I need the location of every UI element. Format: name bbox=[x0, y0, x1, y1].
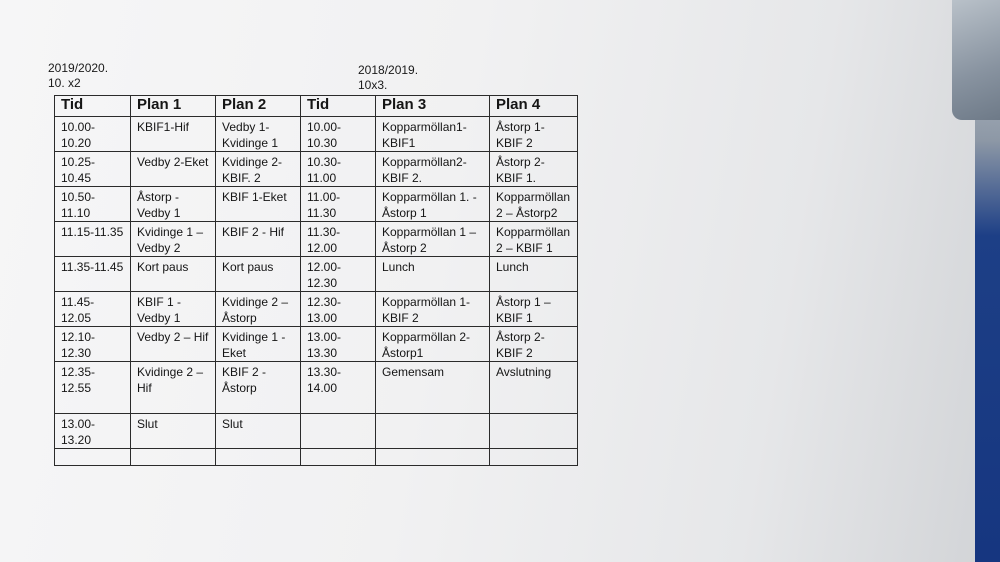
schedule-table bbox=[54, 95, 578, 466]
table-cell: Gemensam bbox=[376, 362, 490, 414]
table-cell: Vedby 1- Kvidinge 1 bbox=[216, 117, 301, 152]
header-left-season: 2019/2020. bbox=[48, 61, 109, 75]
header-right bbox=[358, 63, 418, 93]
corner-object bbox=[952, 0, 1000, 120]
table-row bbox=[55, 449, 578, 466]
table-cell: KBIF 2 - Åstorp bbox=[216, 362, 301, 414]
column-header: Tid bbox=[301, 96, 376, 117]
table-cell bbox=[301, 449, 376, 466]
table-cell: 12.35-12.55 bbox=[55, 362, 131, 414]
column-header: Tid bbox=[55, 96, 131, 117]
table-cell: 11.45-12.05 bbox=[55, 292, 131, 327]
table-cell: KBIF 2 - Hif bbox=[216, 222, 301, 257]
table-cell: Kvidinge 1 – Vedby 2 bbox=[131, 222, 216, 257]
table-cell: Kopparmöllan 1- KBIF 2 bbox=[376, 292, 490, 327]
table-cell: Kvidinge 2 – Hif bbox=[131, 362, 216, 414]
header-left-format: 10. x2 bbox=[48, 76, 81, 90]
table-cell: Vedby 2-Eket bbox=[131, 152, 216, 187]
table-row bbox=[55, 152, 578, 187]
table-cell: Kopparmöllan 1 – Åstorp 2 bbox=[376, 222, 490, 257]
table-cell: Åstorp 1 – KBIF 1 bbox=[490, 292, 578, 327]
column-header: Plan 1 bbox=[131, 96, 216, 117]
table-row bbox=[55, 222, 578, 257]
table-cell: 10.25-10.45 bbox=[55, 152, 131, 187]
table-cell: Kvidinge 2- KBIF. 2 bbox=[216, 152, 301, 187]
table-cell: KBIF1-Hif bbox=[131, 117, 216, 152]
table-cell: 12.10-12.30 bbox=[55, 327, 131, 362]
column-header: Plan 3 bbox=[376, 96, 490, 117]
table-header-row bbox=[55, 96, 578, 117]
table-row bbox=[55, 362, 578, 414]
table-cell: 13.00-13.20 bbox=[55, 414, 131, 449]
table-cell: 12.30-13.00 bbox=[301, 292, 376, 327]
table-cell: Kopparmöllan 2 – KBIF 1 bbox=[490, 222, 578, 257]
header-right-season: 2018/2019. bbox=[358, 63, 419, 77]
table-row bbox=[55, 117, 578, 152]
header-left bbox=[48, 61, 108, 91]
table-cell: 10.00-10.20 bbox=[55, 117, 131, 152]
table-row bbox=[55, 187, 578, 222]
table-cell: 13.30-14.00 bbox=[301, 362, 376, 414]
table-cell: 10.30-11.00 bbox=[301, 152, 376, 187]
table-row bbox=[55, 257, 578, 292]
table-cell bbox=[216, 449, 301, 466]
table-cell bbox=[376, 449, 490, 466]
table-cell: 12.00-12.30 bbox=[301, 257, 376, 292]
table-cell: Slut bbox=[216, 414, 301, 449]
table-cell: Lunch bbox=[376, 257, 490, 292]
table-cell: Vedby 2 – Hif bbox=[131, 327, 216, 362]
table-cell: KBIF 1-Eket bbox=[216, 187, 301, 222]
table-cell: 11.15-11.35 bbox=[55, 222, 131, 257]
table-cell: Kopparmöllan 2- Åstorp1 bbox=[376, 327, 490, 362]
table-cell bbox=[301, 414, 376, 449]
table-row bbox=[55, 414, 578, 449]
table-cell: Kvidinge 1 - Eket bbox=[216, 327, 301, 362]
table-cell: 11.30-12.00 bbox=[301, 222, 376, 257]
table-cell: Kopparmöllan2- KBIF 2. bbox=[376, 152, 490, 187]
column-header: Plan 4 bbox=[490, 96, 578, 117]
table-cell: Åstorp 1-KBIF 2 bbox=[490, 117, 578, 152]
table-cell bbox=[131, 449, 216, 466]
table-cell: 10.00-10.30 bbox=[301, 117, 376, 152]
table-cell: Kvidinge 2 – Åstorp bbox=[216, 292, 301, 327]
table-cell: Åstorp 2-KBIF 2 bbox=[490, 327, 578, 362]
table-cell: Avslutning bbox=[490, 362, 578, 414]
table-cell: KBIF 1 - Vedby 1 bbox=[131, 292, 216, 327]
table-cell: Åstorp 2-KBIF 1. bbox=[490, 152, 578, 187]
table-row bbox=[55, 292, 578, 327]
table-cell: 10.50-11.10 bbox=[55, 187, 131, 222]
table-cell: Kopparmöllan 1. - Åstorp 1 bbox=[376, 187, 490, 222]
table-row bbox=[55, 327, 578, 362]
table-cell bbox=[376, 414, 490, 449]
table-cell: Kopparmöllan1- KBIF1 bbox=[376, 117, 490, 152]
table-cell bbox=[490, 414, 578, 449]
table-cell: Åstorp - Vedby 1 bbox=[131, 187, 216, 222]
table-cell: Lunch bbox=[490, 257, 578, 292]
table-cell bbox=[55, 449, 131, 466]
table-cell: Slut bbox=[131, 414, 216, 449]
table-cell: 13.00-13.30 bbox=[301, 327, 376, 362]
table-cell: Kort paus bbox=[131, 257, 216, 292]
header-right-format: 10x3. bbox=[358, 78, 388, 92]
column-header: Plan 2 bbox=[216, 96, 301, 117]
table-cell: Kort paus bbox=[216, 257, 301, 292]
table-cell: 11.00-11.30 bbox=[301, 187, 376, 222]
table-cell: 11.35-11.45 bbox=[55, 257, 131, 292]
table-cell: Kopparmöllan 2 – Åstorp2 bbox=[490, 187, 578, 222]
table-cell bbox=[490, 449, 578, 466]
